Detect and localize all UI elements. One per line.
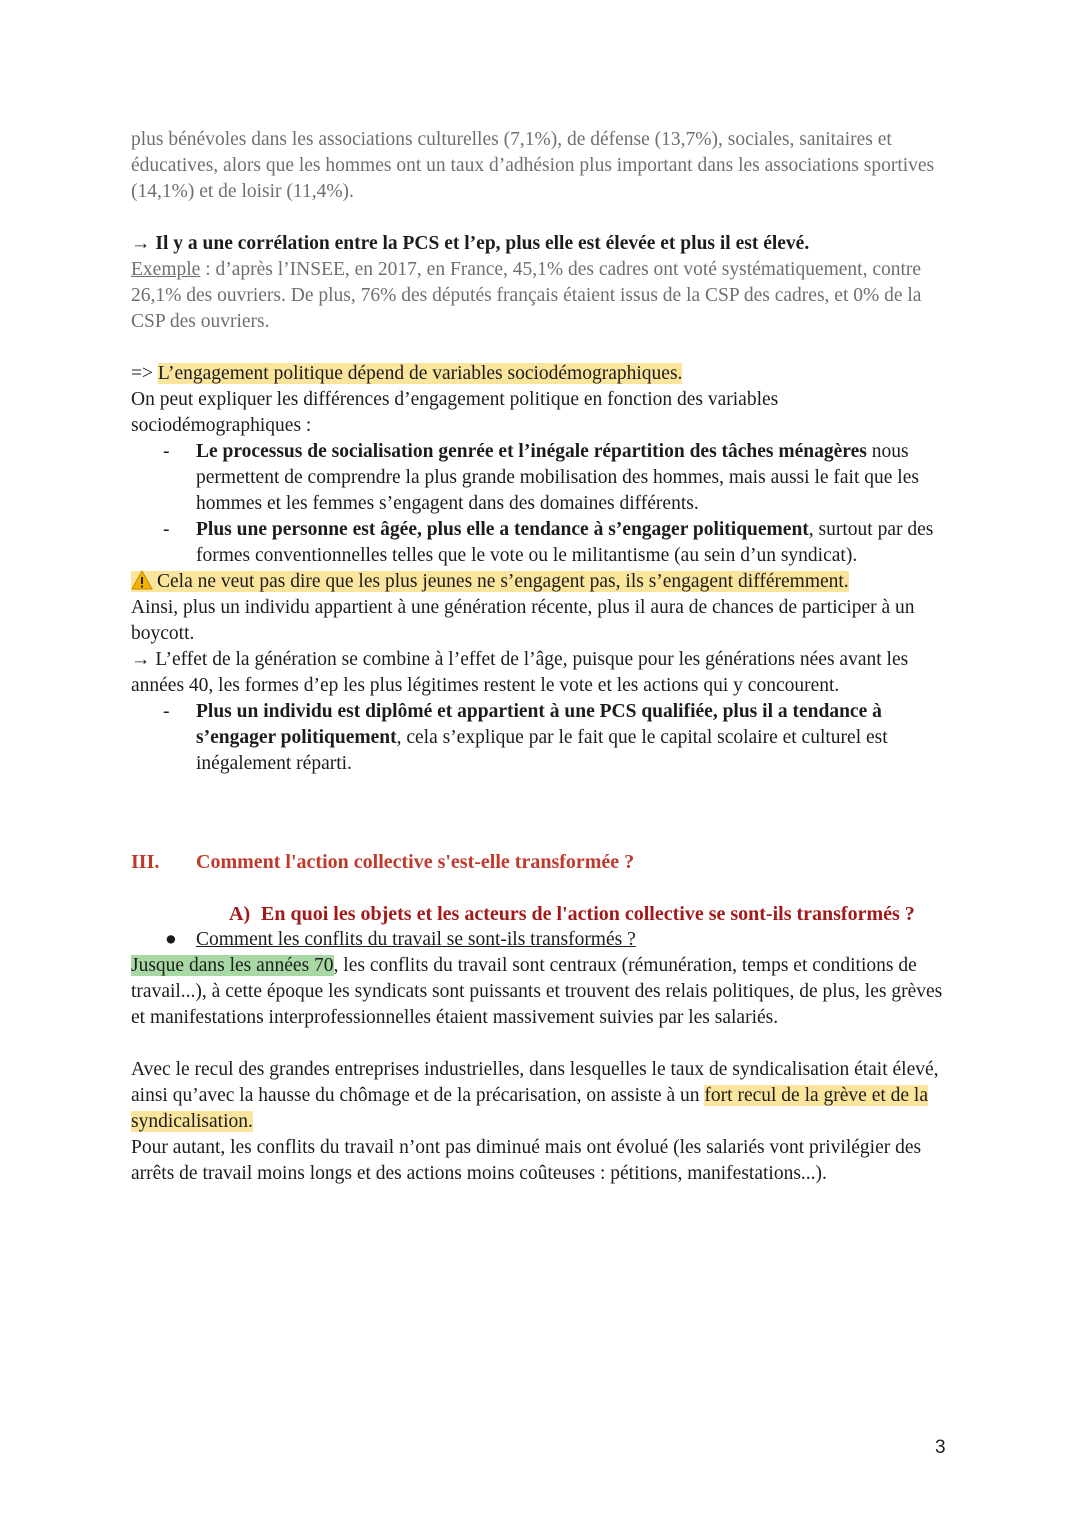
item-bold: Plus un individu est diplômé et appartient à une PCS qualifiée, plus il a tendance à s’engager politiquement — [196, 701, 882, 748]
subsection-heading — [131, 901, 946, 927]
dash-marker: - — [163, 519, 170, 540]
paragraph-associations: plus bénévoles dans les associations culturelles (7,1%), de défense (13,7%), sociales, sanitaires et éducatives, alors que les hommes ont un taux d’adhésion plus important dans les associations sportives (14,1%) et de loisir (11,4%). — [131, 129, 935, 202]
paragraph-recul — [131, 1057, 946, 1135]
item-text: nous permettent de comprendre la plus grande mobilisation des hommes, mais aussi le fait que les hommes et les femmes s’engagent dans des domaines différents. — [196, 441, 919, 514]
list-item — [131, 699, 946, 777]
bullet-text: Comment les conflits du travail se sont-ils transformés ? — [196, 929, 636, 950]
document-page — [131, 127, 946, 1187]
item-bold: Le processus de socialisation genrée et l’inégale répartition des tâches ménagères — [196, 441, 867, 462]
page-number: 3 — [935, 1437, 946, 1458]
section-title: Comment l'action collective s'est-elle transformée ? — [196, 851, 635, 873]
intro-paragraph: On peut expliquer les différences d’engagement politique en fonction des variables sociodémographiques : — [131, 389, 779, 436]
correlation-statement: → Il y a une corrélation entre la PCS et l’ep, plus elle est élevée et plus il est élevé. — [131, 233, 810, 254]
generation-paragraph: Ainsi, plus un individu appartient à une génération récente, plus il aura de chances de participer à un boycott. — [131, 597, 915, 644]
variables-list — [131, 439, 946, 569]
item-text: , surtout par des formes conventionnelles telles que le vote ou le militantisme (au sein d’un syndicat). — [196, 519, 934, 566]
list-item — [131, 439, 946, 517]
section-number: III. — [131, 851, 160, 873]
item-text: , cela s’explique par le fait que le capital scolaire et culturel est inégalement réparti. — [196, 727, 888, 774]
paragraph-final: Pour autant, les conflits du travail n’ont pas diminué mais ont évolué (les salariés vont privilégier des arrêts de travail moins longs et des actions moins coûteuses : pétitions, manifestations...). — [131, 1137, 922, 1184]
paragraph-seventies — [131, 953, 946, 1031]
example-paragraph — [131, 257, 946, 335]
subsection-label: A) — [229, 903, 251, 925]
green-highlight: Jusque dans les années 70 — [131, 955, 334, 976]
conclusion-highlight: L’engagement politique dépend de variables sociodémographiques. — [157, 363, 683, 384]
item-bold: Plus une personne est âgée, plus elle a tendance à s’engager politiquement — [196, 519, 809, 540]
dash-marker: - — [163, 441, 170, 462]
conclusion-line — [131, 361, 946, 387]
bullet-question — [131, 927, 946, 953]
generation-effect: → L’effet de la génération se combine à l’effet de l’âge, puisque pour les générations nées avant les années 40, les formes d’ep les plus légitimes restent le vote et les actions qui y concourent. — [131, 649, 909, 696]
example-label: Exemple — [131, 259, 201, 280]
warning-highlight — [131, 571, 849, 592]
conclusion-prefix: => — [131, 363, 158, 384]
paragraph-text: Avec le recul des grandes entreprises industrielles, dans lesquelles le taux de syndicalisation était élevé, ainsi qu’avec la hausse du chômage et de la précarisation, on assiste à un — [131, 1059, 939, 1106]
example-text: : d’après l’INSEE, en 2017, en France, 45,1% des cadres ont voté systématiquement, contre 26,1% des ouvriers. De plus, 76% des députés français étaient issus de la CSP des cadres, et 0% de la CSP des ouvriers. — [131, 259, 922, 332]
recul-highlight: fort recul de la grève et de la syndicalisation. — [131, 1085, 929, 1132]
bullet-marker: ● — [165, 929, 177, 950]
dash-marker: - — [163, 701, 170, 722]
subsection-title: En quoi les objets et les acteurs de l'action collective se sont-ils transformés ? — [261, 903, 915, 925]
warning-text: Cela ne veut pas dire que les plus jeunes ne s’engagent pas, ils s’engagent différemment. — [157, 571, 849, 592]
warning-line — [131, 569, 946, 595]
list-item — [131, 517, 946, 569]
variables-list-2 — [131, 699, 946, 777]
warning-icon — [131, 570, 153, 590]
section-heading — [131, 849, 946, 875]
paragraph-text: , les conflits du travail sont centraux (rémunération, temps et conditions de travail...), à cette époque les syndicats sont puissants et trouvent des relais politiques, de plus, les grèves et manifestations interprofessionnelles étaient massivement suivies par les salariés. — [131, 955, 943, 1028]
